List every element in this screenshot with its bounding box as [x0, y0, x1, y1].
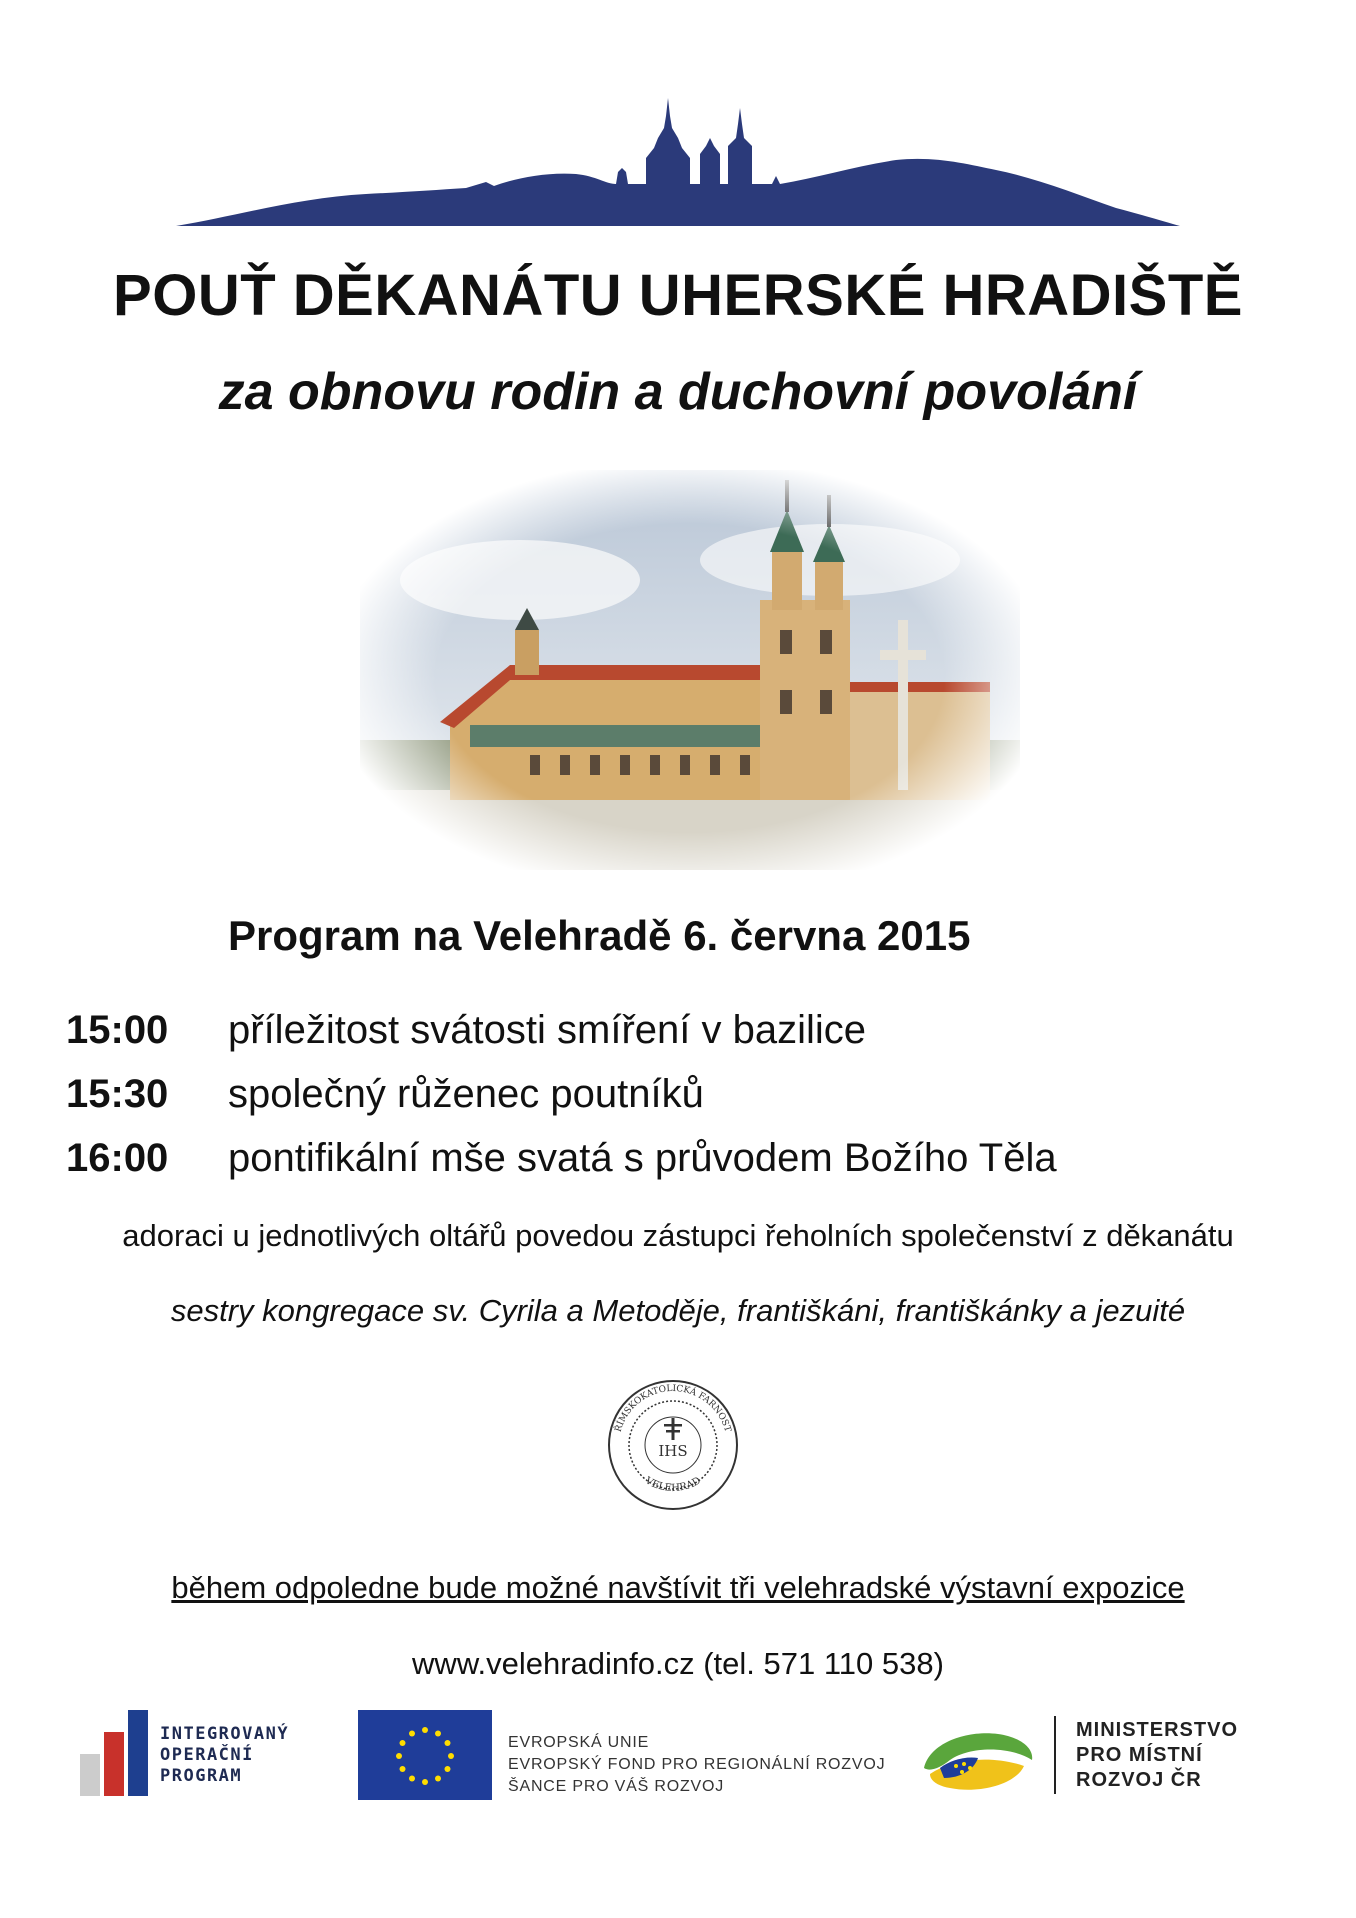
seal-bottom-text: VELEHRAD [643, 1475, 703, 1495]
iop-blue-bar [128, 1710, 148, 1796]
mmr-divider [1054, 1716, 1056, 1794]
schedule-item [66, 1136, 1306, 1192]
mmr-text: MINISTERSTVO PRO MÍSTNÍ ROZVOJ ČR [1076, 1719, 1239, 1791]
parish-seal [606, 1378, 740, 1512]
mmr-emblem-icon [920, 1724, 1038, 1796]
program-heading: Program na Velehradě 6. června 2015 [228, 912, 971, 959]
schedule-time: 15:30 [66, 1072, 169, 1116]
eu-flag-icon [358, 1710, 492, 1800]
eu-text: EVROPSKÁ UNIE EVROPSKÝ FOND PRO REGIONÁLNÍ ROZVOJ ŠANCE PRO VÁŠ ROZVOJ [508, 1734, 886, 1795]
schedule-text: společný růženec poutníků [228, 1072, 704, 1116]
schedule-item [66, 1008, 1306, 1064]
seal-center-text: IHS [658, 1442, 688, 1460]
contact-line: www.velehradinfo.cz (tel. 571 110 538) [412, 1646, 944, 1681]
schedule-text: příležitost svátosti smíření v bazilice [228, 1008, 866, 1052]
schedule-time: 15:00 [66, 1008, 169, 1052]
schedule-item [66, 1072, 1306, 1128]
iop-red-bar [104, 1732, 124, 1796]
schedule-text: pontifikální mše svatá s průvodem Božího Těla [228, 1136, 1057, 1180]
poster-subtitle: za obnovu rodin a duchovní povolání [218, 363, 1138, 421]
exhibitions-note: během odpoledne bude možné navštívit tři velehradské výstavní expozice [171, 1570, 1185, 1605]
mmr-logo [920, 1710, 1280, 1802]
basilica-photo [360, 470, 1020, 870]
iop-grey-bar [80, 1754, 100, 1796]
eu-logo [358, 1710, 898, 1802]
poster-title: POUŤ DĚKANÁTU UHERSKÉ HRADIŠTĚ [113, 263, 1243, 328]
schedule-time: 16:00 [66, 1136, 169, 1180]
iop-logo [80, 1710, 320, 1802]
seal-ring-text: ŘÍMSKOKATOLICKÁ FARNOST [613, 1383, 733, 1434]
orders-note: sestry kongregace sv. Cyrila a Metoděje, františkáni, františkánky a jezuité [170, 1293, 1186, 1328]
velehrad-skyline-logo [176, 98, 1180, 228]
iop-text: INTEGROVANÝ OPERAČNÍ PROGRAM [160, 1724, 290, 1786]
adoration-note: adoraci u jednotlivých oltářů povedou zástupci řeholních společenství z děkanátu [122, 1218, 1234, 1253]
